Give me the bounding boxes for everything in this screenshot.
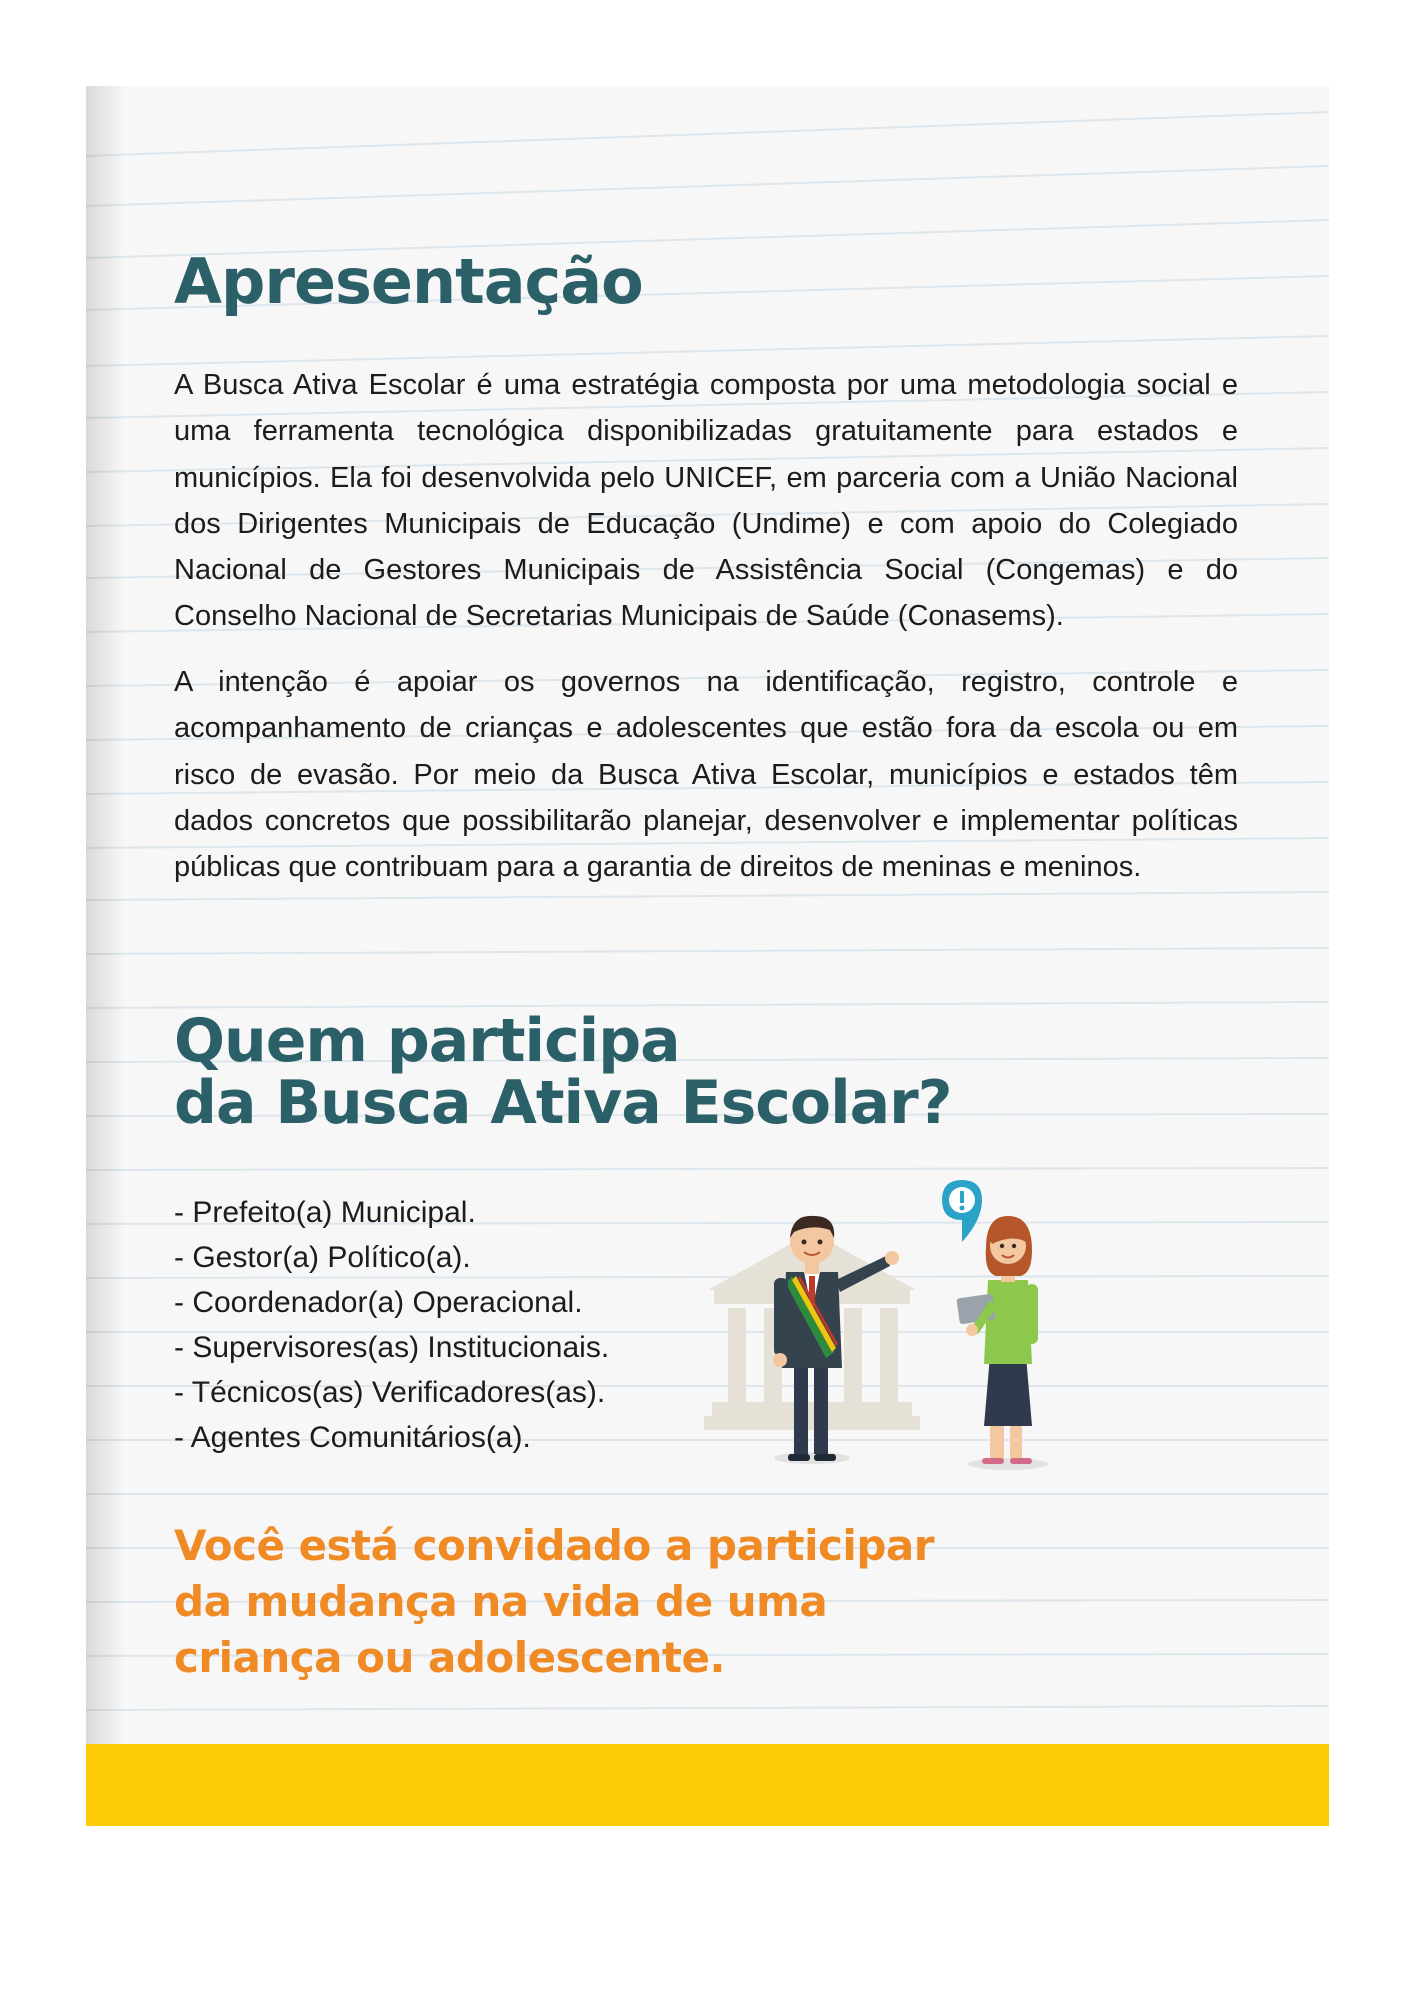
list-item: - Técnicos(as) Verificadores(as). bbox=[174, 1376, 606, 1409]
list-item: - Prefeito(a) Municipal. bbox=[174, 1196, 476, 1229]
woman-with-tablet-icon bbox=[956, 1216, 1048, 1470]
call-to-action-line-3: criança ou adolescente. bbox=[174, 1633, 725, 1682]
participants-illustration bbox=[700, 1180, 1090, 1480]
location-alert-pin-icon bbox=[942, 1180, 982, 1242]
participants-list bbox=[174, 1190, 609, 1460]
list-item: - Coordenador(a) Operacional. bbox=[174, 1286, 583, 1319]
list-item: - Agentes Comunitários(a). bbox=[174, 1421, 531, 1454]
call-to-action bbox=[174, 1518, 934, 1686]
list-item: - Supervisores(as) Institucionais. bbox=[174, 1331, 610, 1364]
presentation-paragraph-1: A Busca Ativa Escolar é uma estratégia composta por uma metodologia social e uma ferramenta tecnológica disponibilizadas gratuitamente para estados e municípios. Ela foi desenvolvida pelo UNICEF, em parceria com a União Nacional dos Dirigentes Municipais de Educação (Undime) e com apoio do Colegiado Nacional de Gestores Municipais de Assistência Social (Congemas) e do Conselho Nacional de Secretarias Municipais de Saúde (Conasems). bbox=[174, 369, 1238, 633]
call-to-action-line-1: Você está convidado a participar bbox=[174, 1521, 934, 1570]
list-item: - Gestor(a) Político(a). bbox=[174, 1241, 471, 1274]
participants-title-line-2: da Busca Ativa Escolar? bbox=[174, 1068, 952, 1138]
participants-title bbox=[174, 1006, 952, 1138]
presentation-paragraph-2: A intenção é apoiar os governos na identificação, registro, controle e acompanhamento de crianças e adolescentes que estão fora da escola ou em risco de evasão. Por meio da Busca Ativa Escolar, municípios e estados têm dados concretos que possibilitarão planejar, desenvolver e implementar políticas públicas que contribuam para a garantia de direitos de meninas e meninos. bbox=[174, 666, 1238, 884]
presentation-title: Apresentação bbox=[174, 245, 643, 318]
call-to-action-line-2: da mudança na vida de uma bbox=[174, 1577, 828, 1626]
participants-title-line-1: Quem participa bbox=[174, 1006, 680, 1076]
